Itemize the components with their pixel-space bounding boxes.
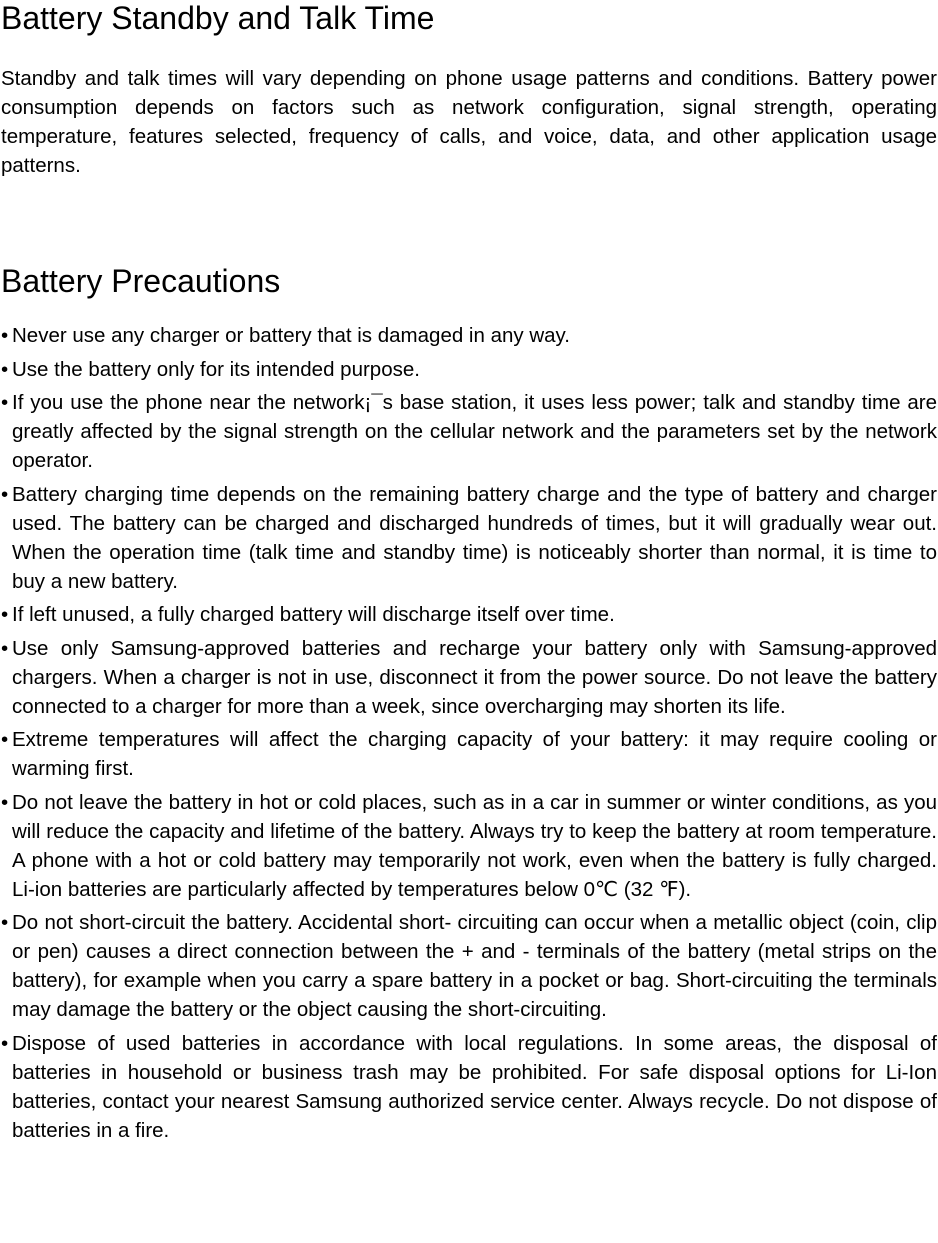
list-item xyxy=(1,355,937,384)
bullet-glyph: • xyxy=(1,728,9,751)
list-item-text: Do not short-circuit the battery. Accidental short- circuiting can occur when a metallic object (coin, clip or pen) causes a direct connection between the + and - terminals of the battery (metal strips on the battery), for example when you carry a spare battery in a pocket or bag. Short-circuiting the terminals may damage the battery or the object causing the short-circuiting. xyxy=(12,911,937,1021)
list-item xyxy=(1,600,937,629)
bullet-glyph: • xyxy=(1,391,9,414)
list-item xyxy=(1,908,937,1024)
bullet-glyph: • xyxy=(1,1031,9,1055)
list-item xyxy=(1,321,937,350)
section-heading-precautions: Battery Precautions xyxy=(1,263,281,299)
bullet-glyph: • xyxy=(1,603,9,626)
list-item-text: If you use the phone near the network¡¯s base station, it uses less power; talk and standby time are greatly affected by the signal strength on the cellular network and the parameters set by the network operator. xyxy=(12,391,937,472)
section-heading-talk-time: Battery Standby and Talk Time xyxy=(1,0,435,36)
list-item-text: Never use any charger or battery that is damaged in any way. xyxy=(12,324,570,347)
list-item xyxy=(1,1029,937,1145)
list-item-text: Do not leave the battery in hot or cold places, such as in a car in summer or winter conditions, as you will reduce the capacity and lifetime of the battery. Always try to keep the battery at room temperature. A phone with a hot or cold battery may temporarily not work, even when the battery is fully charged. Li-ion batteries are particularly affected by temperatures below 0℃ (32 ℉). xyxy=(12,790,937,901)
bullet-glyph: • xyxy=(1,324,9,347)
talk-time-paragraph: Standby and talk times will vary depending on phone usage patterns and conditions. Battery power consumption depends on factors such as network configuration, signal strength, operating temperature, features selected, frequency of calls, and voice, data, and other application usage patterns. xyxy=(1,67,937,177)
list-item-text: Dispose of used batteries in accordance with local regulations. In some areas, the disposal of batteries in household or business trash may be prohibited. For safe disposal options for Li-Ion batteries, contact your nearest Samsung authorized service center. Always recycle. Do not dispose of batteries in a fire. xyxy=(12,1031,937,1142)
list-item xyxy=(1,788,937,904)
list-item-text: Extreme temperatures will affect the charging capacity of your battery: it may require cooling or warming first. xyxy=(12,728,937,780)
list-item-text: Use the battery only for its intended purpose. xyxy=(12,357,420,381)
bullet-glyph: • xyxy=(1,357,9,381)
bullet-glyph: • xyxy=(1,636,9,660)
bullet-glyph: • xyxy=(1,482,9,506)
list-item xyxy=(1,634,937,721)
bullet-glyph: • xyxy=(1,790,9,814)
list-item xyxy=(1,388,937,475)
list-item xyxy=(1,725,937,783)
list-item-text: If left unused, a fully charged battery will discharge itself over time. xyxy=(12,603,615,626)
list-item-text: Use only Samsung-approved batteries and recharge your battery only with Samsung-approved chargers. When a charger is not in use, disconnect it from the power source. Do not leave the battery connected to a charger for more than a week, since overcharging may shorten its life. xyxy=(12,636,937,718)
precautions-list xyxy=(1,321,937,1145)
list-item-text: Battery charging time depends on the remaining battery charge and the type of battery and charger used. The battery can be charged and discharged hundreds of times, but it will gradually wear out. When the operation time (talk time and standby time) is noticeably shorter than normal, it is time to buy a new battery. xyxy=(12,482,937,593)
bullet-glyph: • xyxy=(1,911,9,934)
list-item xyxy=(1,480,937,596)
